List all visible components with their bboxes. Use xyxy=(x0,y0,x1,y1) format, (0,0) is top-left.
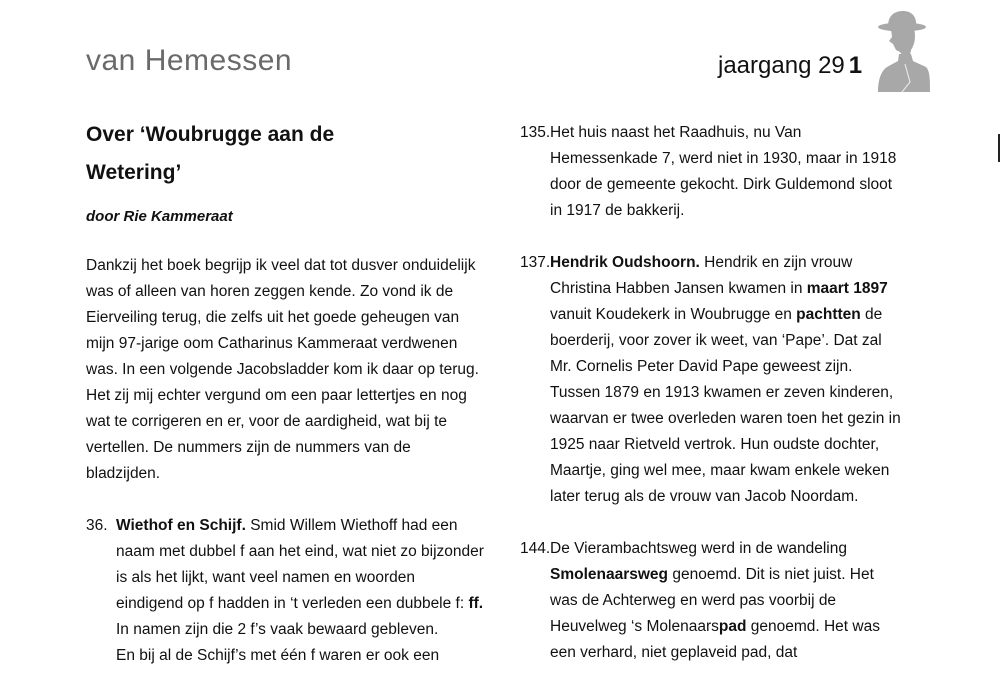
note-emphasis: ff. xyxy=(468,595,484,612)
note-emphasis: maart 1897 xyxy=(806,280,888,297)
left-column xyxy=(86,116,486,669)
article-intro: Dankzij het boek begrijp ik veel dat tot dusver onduidelijk was of alleen van horen zeggen kende. Zo vond ik de Eierveiling terug, die zelfs uit het goede geheugen van mijn 97-jarige oom Catharinus Kammeraat verdwenen was. In een volgende Jacobsladder kom ik daar op terug. Het zij mij echter vergund om een paar lettertjes en nog wat te corrigeren en er, voor de aardigheid, wat bij te vertellen. De nummers zijn de nummers van de bladzijden. xyxy=(86,257,479,482)
note-text xyxy=(520,536,905,666)
note-text-part: genoemd. Dit is niet juist. Het was de Achterweg en werd pas voorbij de Heuvelweg ‘s Molenaars xyxy=(550,566,874,635)
note-text xyxy=(520,250,905,510)
volume-label: jaargang 29 xyxy=(718,52,845,79)
note-heading: Wiethof en Schijf. xyxy=(116,517,246,534)
note-number: 36. xyxy=(86,517,108,534)
man-with-hat-silhouette-icon xyxy=(872,8,930,92)
article-byline: door Rie Kammeraat xyxy=(86,208,233,225)
right-column xyxy=(520,120,905,666)
note-emphasis: Smolenaarsweg xyxy=(550,566,669,583)
page-number: 1 xyxy=(848,52,863,79)
note-item-144 xyxy=(520,536,905,666)
note-item-135 xyxy=(520,120,905,224)
note-text-part: De Vierambachtsweg werd in de wandeling xyxy=(550,540,847,557)
note-heading: Hendrik Oudshoorn. xyxy=(550,254,700,271)
publication-title: van Hemessen xyxy=(86,44,293,77)
article-title xyxy=(86,116,486,192)
note-number: 137. xyxy=(520,254,551,271)
note-item-36 xyxy=(86,513,486,669)
page-header-volume xyxy=(718,52,862,80)
note-text-part: vanuit Koudekerk in Woubrugge en xyxy=(550,306,797,323)
note-text-part: In namen zijn die 2 f’s vaak bewaard gebleven. xyxy=(116,621,439,638)
note-text-part: de boerderij, voor zover ik weet, van ‘Pape’. Dat zal Mr. Cornelis Peter David Pape geweest zijn. Tussen 1879 en 1913 kwamen er zeven kinderen, waarvan er twee overleden waren toen het gezin in 1925 naar Rietveld vertrok. Hun oudste dochter, Maartje, ging wel mee, maar kwam enkele weken later terug als de vrouw van Jacob Noordam. xyxy=(550,306,901,505)
note-item-137 xyxy=(520,250,905,510)
article-title-line1: Over ‘Woubrugge aan de xyxy=(86,123,335,146)
note-number: 135. xyxy=(520,124,551,141)
note-text-part: Hendrik en zijn vrouw Christina Habben Jansen kwamen in xyxy=(550,254,853,297)
note-number: 144. xyxy=(520,540,551,557)
note-text xyxy=(86,513,486,669)
note-text-part: genoemd. Het was een verhard, niet geplaveid pad, dat xyxy=(550,618,880,661)
note-emphasis: pachtten xyxy=(796,306,861,323)
note-emphasis: pad xyxy=(718,618,747,635)
note-text: Het huis naast het Raadhuis, nu Van Hemessenkade 7, werd niet in 1930, maar in 1918 door de gemeente gekocht. Dirk Guldemond sloot in 1917 de bakkerij. xyxy=(550,124,897,219)
note-text-part: En bij al de Schijf’s met één f waren er ook een xyxy=(116,647,440,664)
article-title-line2: Wetering’ xyxy=(86,161,182,184)
note-text-part: Smid Willem Wiethoff had een naam met dubbel f aan het eind, wat niet zo bijzonder is als het lijkt, want veel namen en woorden eindigend op f hadden in ‘t verleden een dubbele f: xyxy=(116,517,484,612)
